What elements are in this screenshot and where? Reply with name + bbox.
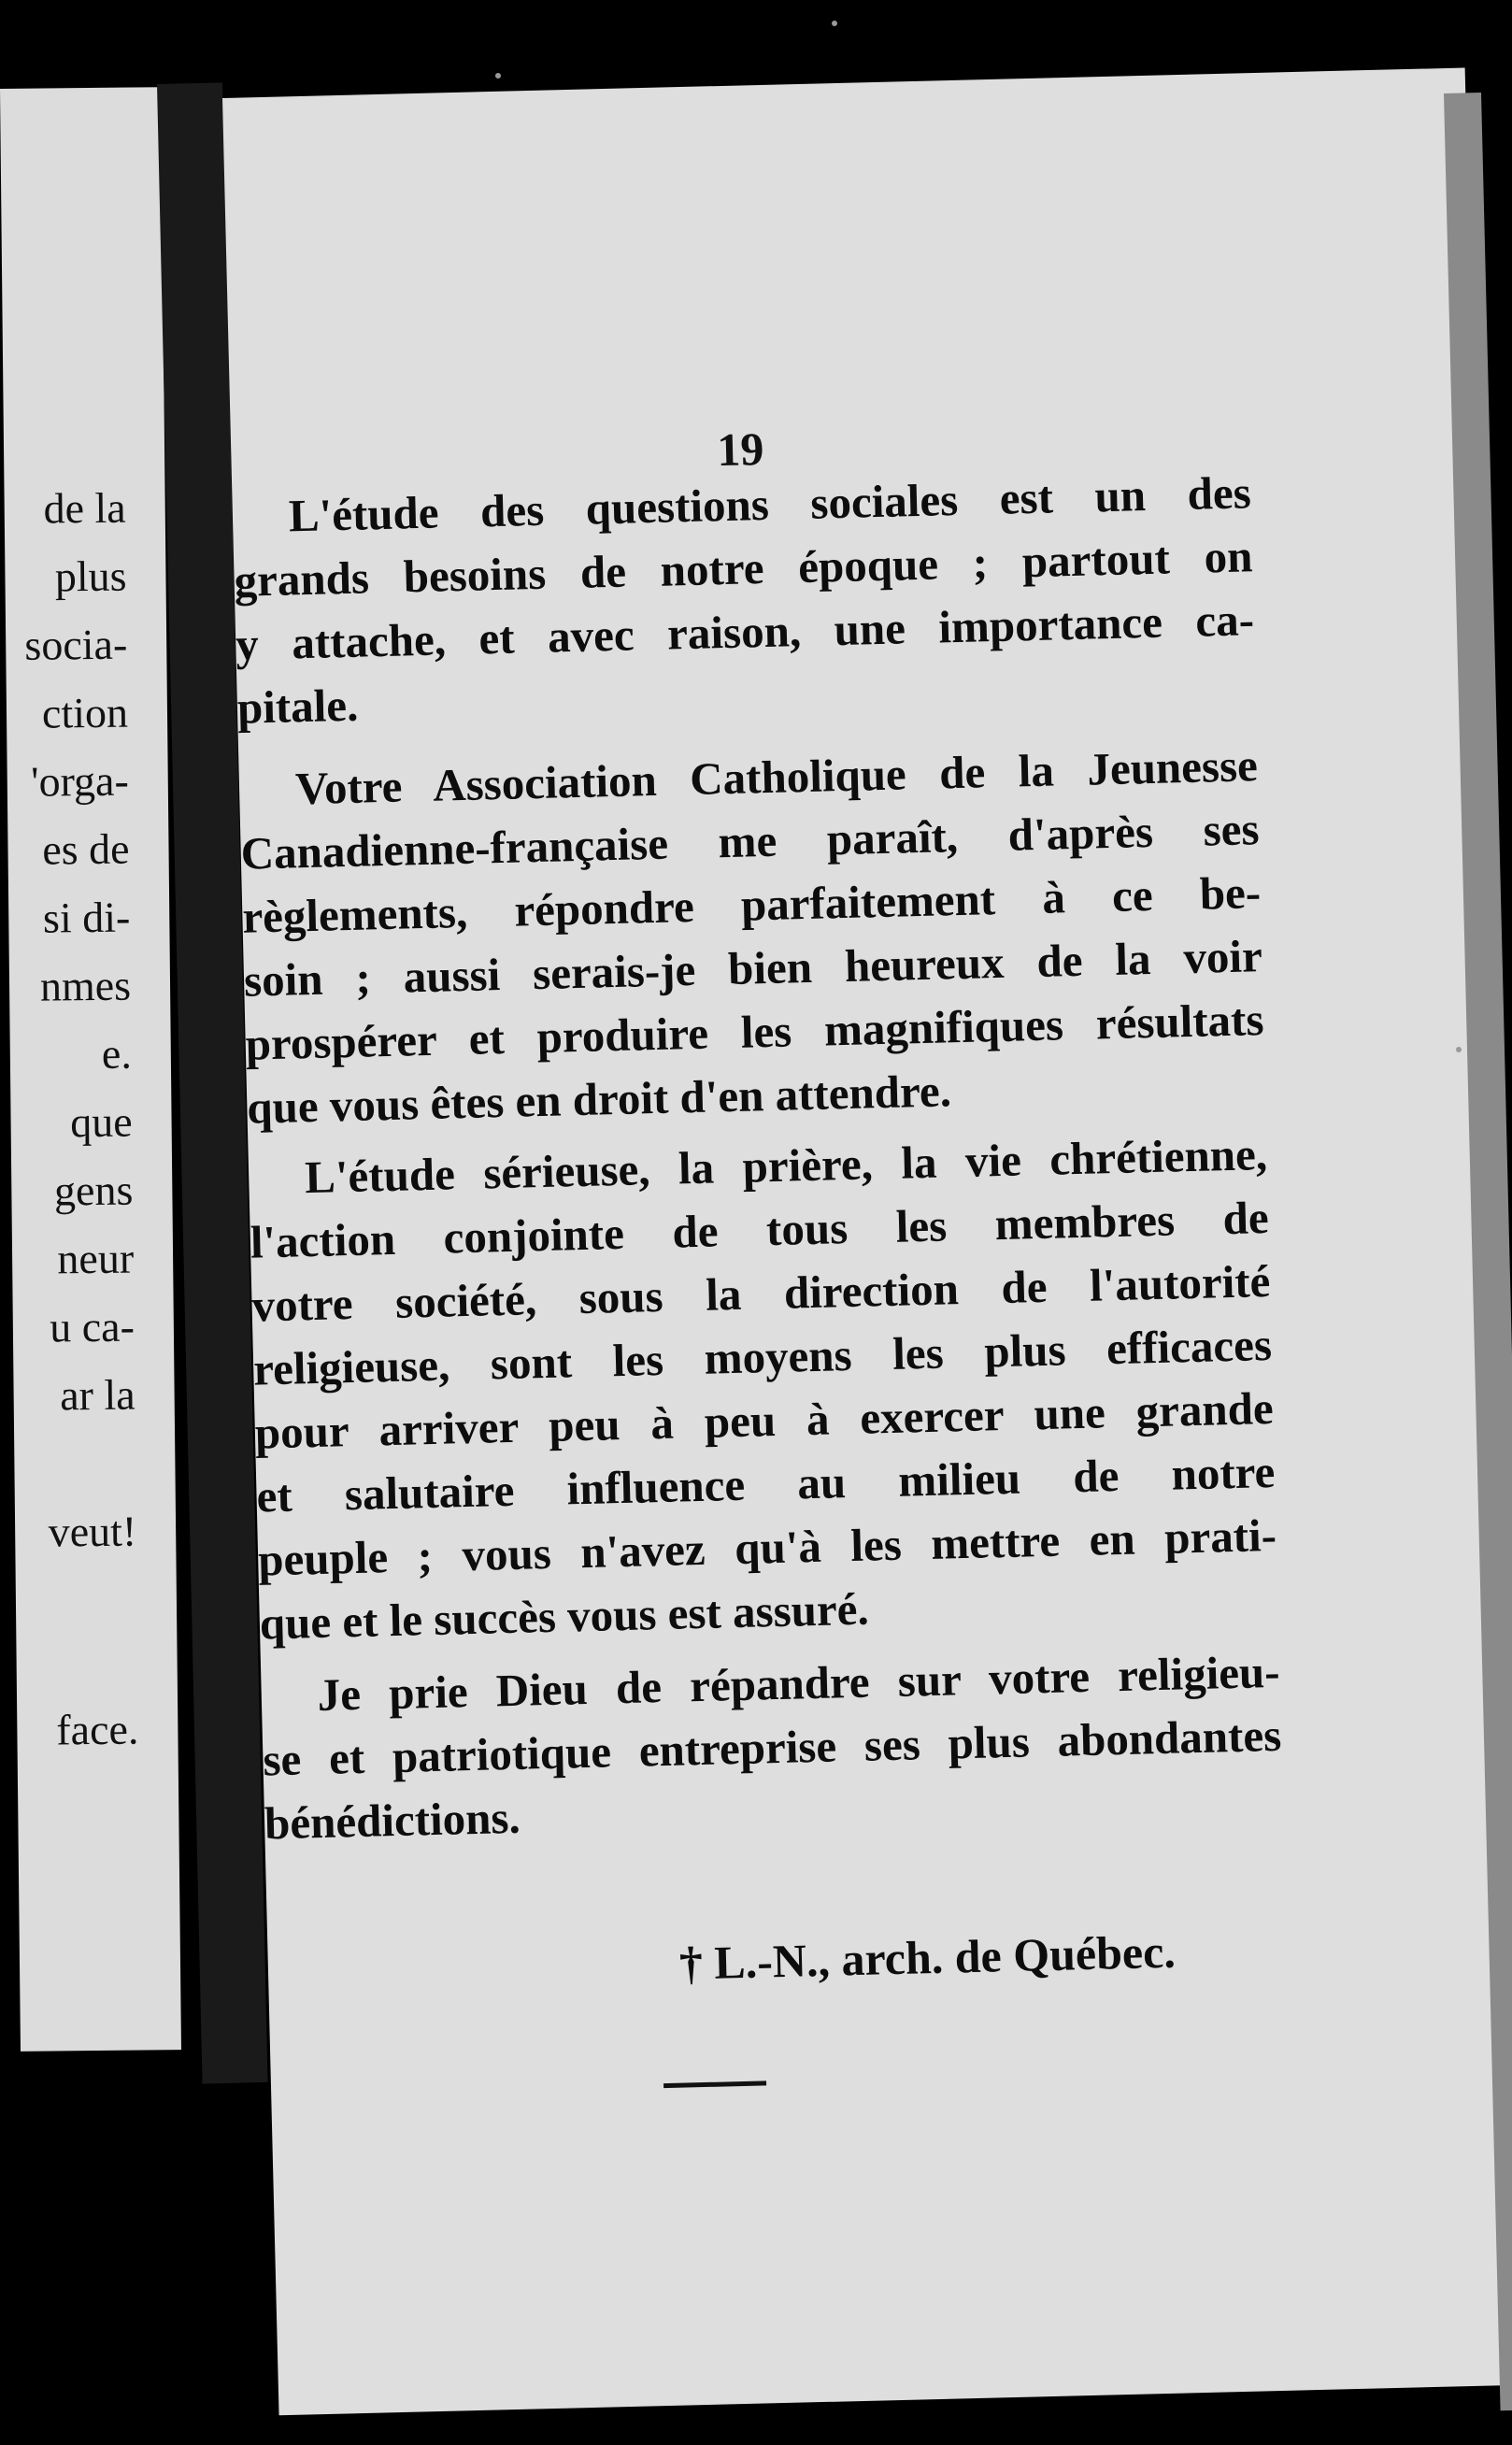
left-page-line: face. [56,1705,139,1754]
dust-speck [832,21,837,26]
closing-rule [663,2080,766,2088]
text-line: soin ; aussi serais-je bien heureux de la voir [243,930,1263,1007]
text-line: bénédictions. [264,1791,521,1850]
left-page-line: socia- [24,620,128,669]
left-page-line: neur [57,1234,135,1283]
text-line: que et le succès vous est assuré. [259,1582,870,1650]
text-line: règlements, répondre parfaitement à ce be- [241,866,1262,943]
left-page-line: ar la [59,1370,136,1420]
text-line: que vous êtes en droit d'en attendre. [246,1065,952,1134]
text-line: peuple ; vous n'avez qu'à les mettre en prati- [257,1508,1277,1586]
left-page-line: u ca- [49,1302,136,1351]
dust-speck [1456,1047,1462,1052]
left-page-line: plus [54,551,127,601]
left-page-line: si di- [42,893,131,942]
text-line: prospérer et produire les magnifiques résultats [245,994,1265,1070]
left-page-line: que [69,1097,133,1147]
text-line: Canadienne-française me paraît, d'après ses [240,803,1261,879]
left-page-line: e. [101,1029,133,1078]
text-line: et salutaire influence au milieu de notre [255,1445,1276,1523]
left-page-line: ction [41,688,129,737]
text-line: Je prie Dieu de répandre sur votre religieu- [317,1645,1281,1722]
text-line: religieuse, sont les moyens les plus efficaces [252,1318,1273,1395]
text-line: y attache, et avec raison, une importance ca- [235,593,1255,670]
left-page-line: nmes [39,961,132,1010]
text-line: L'étude sérieuse, la prière, la vie chrétienne, [304,1128,1268,1204]
left-page-line: 'orga- [30,756,130,806]
signature: † L.-N., arch. de Québec. [678,1924,1177,1990]
text-line: pitale. [236,679,359,734]
text-line: pour arriver peu à peu à exercer une grande [254,1381,1275,1459]
dust-speck [495,73,501,79]
text-line: Votre Association Catholique de la Jeunesse [294,739,1259,815]
left-page-line: de la [43,483,126,533]
text-line: se et patriotique entreprise ses plus abondantes [262,1709,1282,1786]
text-line: L'étude des questions sociales est un des [288,466,1252,542]
main-page [222,68,1512,2416]
left-page-line: es de [42,824,130,874]
left-page-line: veut! [48,1507,137,1556]
text-line: votre société, sous la direction de l'autorité [250,1254,1271,1332]
previous-page-fragment [0,87,181,2052]
left-page-line: gens [53,1165,134,1215]
page-number: 19 [716,422,765,477]
text-line: grands besoins de notre époque ; partout on [233,530,1253,607]
text-line: l'action conjointe de tous les membres de [250,1192,1270,1268]
